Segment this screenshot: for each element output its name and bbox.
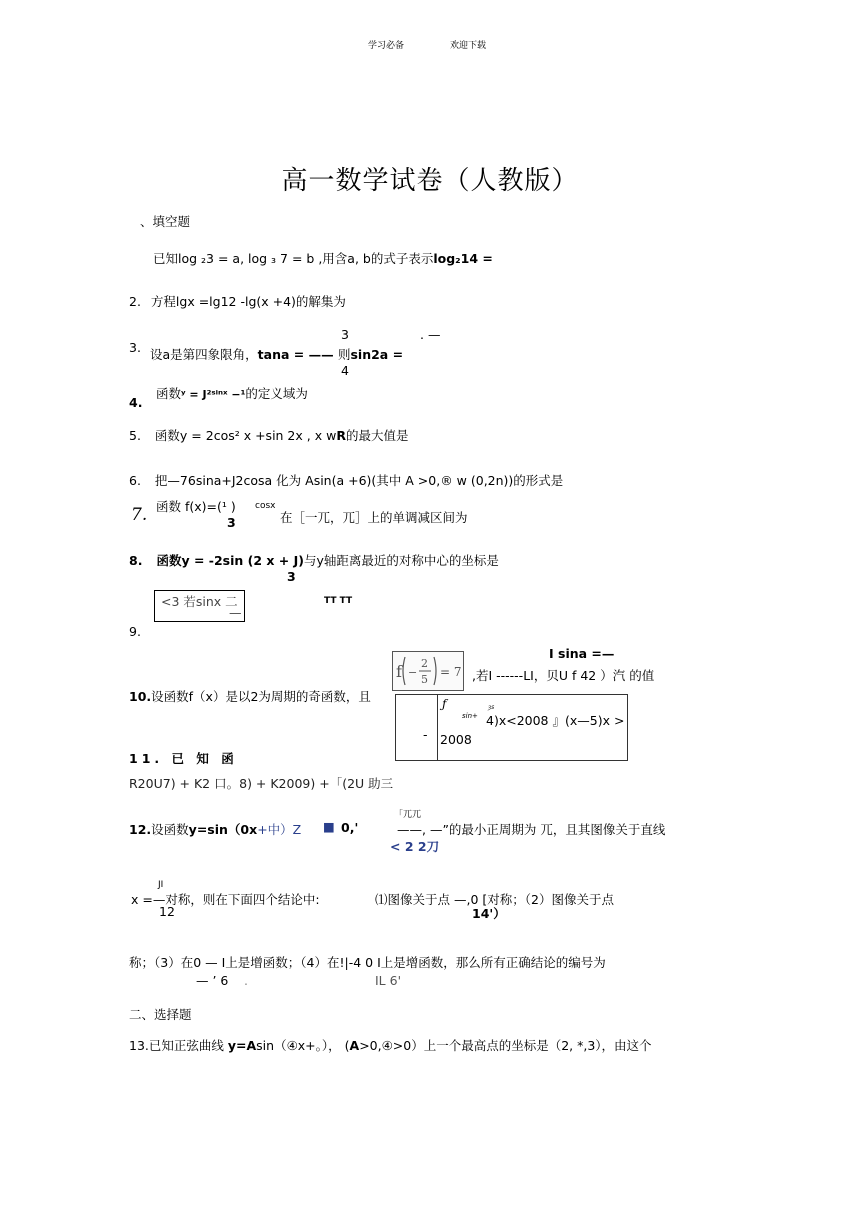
q2-text: 方程lgx =lg12 -lg(x +4)的解集为 xyxy=(150,294,346,309)
q7-bottom: 3 xyxy=(227,515,236,530)
question-2 xyxy=(129,292,346,310)
q3-bold: tana = —— xyxy=(257,347,338,362)
q12-pre: 设函数 xyxy=(151,822,189,837)
q3-mid: 则 xyxy=(337,347,351,362)
q9-num: 9. xyxy=(129,624,141,639)
q11-num: 11. xyxy=(129,751,164,766)
q1-text: 已知log ₂3 = a, log ₃ 7 = b ,用含a, b的式子表示 xyxy=(153,251,434,266)
q13-bold2: A xyxy=(349,1038,360,1053)
q10-divider xyxy=(437,695,438,760)
q3-pre: 设a是第四象限角， xyxy=(150,347,258,362)
q5-text: 函数y = 2cos² x +sin 2x , x w xyxy=(154,428,337,443)
q10-inner-sin: sin+ xyxy=(462,712,478,720)
q5-num: 5. xyxy=(129,428,141,443)
q3-frac-top: 3 xyxy=(341,327,349,342)
q12b-top: JI xyxy=(158,880,164,890)
q7-post: 在［一兀，兀］上的单调减区间为 xyxy=(280,510,468,525)
q7-pre: 函数 f(x)=(¹ ) xyxy=(156,499,236,514)
q2-num: 2. xyxy=(129,294,141,309)
q11-text: 已 知 函 xyxy=(171,751,238,766)
q10-inner-text: 4)x<2008 』(x—5)x > xyxy=(486,713,625,728)
svg-text:2: 2 xyxy=(421,657,428,670)
question-11 xyxy=(129,749,238,767)
q10-num: 10. xyxy=(129,689,152,704)
q8-bold: 函数y = -2sin (2 x + J) xyxy=(156,553,304,568)
q10-inner-year: 2008 xyxy=(440,732,472,747)
q13-text2: sin（④x+。）， ( xyxy=(256,1038,350,1053)
q10-inner-f: ƒ xyxy=(442,697,447,711)
q13-text3: >0,④>0）上一个最高点的坐标是（2, *,3），由这个 xyxy=(359,1038,652,1053)
q12-below: < 2 2刀 xyxy=(390,839,440,854)
svg-text:5: 5 xyxy=(421,673,428,686)
page-title: 高一数学试卷（人教版） xyxy=(281,166,579,196)
q12b-c1-below: 14'） xyxy=(472,906,506,921)
q12c-below-dot: . xyxy=(244,973,248,988)
q12-mid: ——, —”的最小正周期为 兀，且其图像关于直线 xyxy=(397,822,666,837)
q12-bold2: 0,' xyxy=(341,820,359,835)
q11-line2: R20U7) + K2 口。8) + K2009) +「(2U 助三 xyxy=(129,776,394,791)
q12c-line: 称；（3）在0 — I上是增函数；（4）在!|-4 0 I上是增函数，那么所有正确结论的编号为 xyxy=(129,955,606,970)
svg-text:= 7: = 7 xyxy=(440,665,462,679)
header-left: 学习必备 xyxy=(368,41,405,51)
q10-formula-graphic xyxy=(393,652,463,690)
section-multiple-choice: 二、选择题 xyxy=(129,1007,192,1022)
q10-formula-box xyxy=(392,651,464,691)
q10-mid: ,若I ------LI，贝U f 42 ）汽 的值 xyxy=(472,668,655,683)
q12b-line: x =—对称，则在下面四个结论中: xyxy=(131,892,320,907)
q1-bold: log₂14 = xyxy=(433,251,493,266)
q8-post: 与y轴距离最近的对称中心的坐标是 xyxy=(304,553,499,568)
q12-square: ■ xyxy=(323,819,335,834)
question-6 xyxy=(129,471,563,489)
q9-box-text2: — xyxy=(229,605,242,620)
question-3 xyxy=(150,345,403,363)
question-1 xyxy=(153,249,493,267)
question-8 xyxy=(129,551,499,569)
svg-text:f: f xyxy=(396,662,402,681)
q10-sina: I sina =— xyxy=(549,646,615,661)
q13-text: 13.已知正弦曲线 xyxy=(129,1038,228,1053)
q12-num: 12. xyxy=(129,822,152,837)
q5-bold: R xyxy=(336,428,346,443)
q12c-below1: — ’ 6 xyxy=(196,973,229,988)
q3-mark: . — xyxy=(420,327,441,342)
q6-text: 把—76sina+J2cosa 化为 Asin(a +6)(其中 A >0,® w (0,2n))的形式是 xyxy=(154,473,564,488)
header-right: 欢迎下载 xyxy=(450,41,487,51)
q13-bold: y=A xyxy=(227,1038,257,1053)
q6-num: 6. xyxy=(129,473,141,488)
q9-box-text: <3 若sinx 二 xyxy=(161,594,238,609)
q7-sup: cosx xyxy=(255,501,276,511)
question-5 xyxy=(129,426,408,444)
q8-num: 8. xyxy=(129,553,143,568)
q4-bold: ʸ = J²ˢⁱⁿˣ −¹ xyxy=(181,388,246,401)
q12-bold: y=sin（0x xyxy=(188,822,258,837)
q10-piecewise-box xyxy=(395,694,628,761)
q12b-c1: ⑴图像关于点 —,0 [对称；（2）图像关于点 xyxy=(375,892,614,907)
q12-blue: +中）Z xyxy=(257,822,302,837)
q3-bold2: sin2a = xyxy=(350,347,404,362)
section-fill-blank: 、填空题 xyxy=(140,214,191,229)
q4-pre: 函数 xyxy=(156,386,182,401)
question-13 xyxy=(129,1036,652,1054)
q9-box xyxy=(154,590,245,622)
q9-tt: TT TT xyxy=(324,596,353,606)
q12b-bottom: 12 xyxy=(159,904,175,919)
q5-post: 的最大值是 xyxy=(345,428,409,443)
q7-num: 7. xyxy=(131,505,148,525)
q4-post: 的定义域为 xyxy=(245,386,308,401)
question-4 xyxy=(156,384,308,402)
svg-text:−: − xyxy=(408,666,418,679)
q3-num: 3. xyxy=(129,340,141,355)
q3-frac-bottom: 4 xyxy=(341,363,349,378)
q10-inner-dash: - xyxy=(423,727,428,742)
q12-top-small: 「兀兀 xyxy=(394,810,422,820)
q4-num: 4. xyxy=(129,395,143,410)
question-10 xyxy=(129,687,371,705)
q10-inner-rst: ȝs xyxy=(488,704,495,711)
q12c-below2: IL 6' xyxy=(375,973,402,988)
q10-text: 设函数f（x）是以2为周期的奇函数，且 xyxy=(151,689,371,704)
q8-bottom: 3 xyxy=(287,569,296,584)
question-12 xyxy=(129,820,301,838)
